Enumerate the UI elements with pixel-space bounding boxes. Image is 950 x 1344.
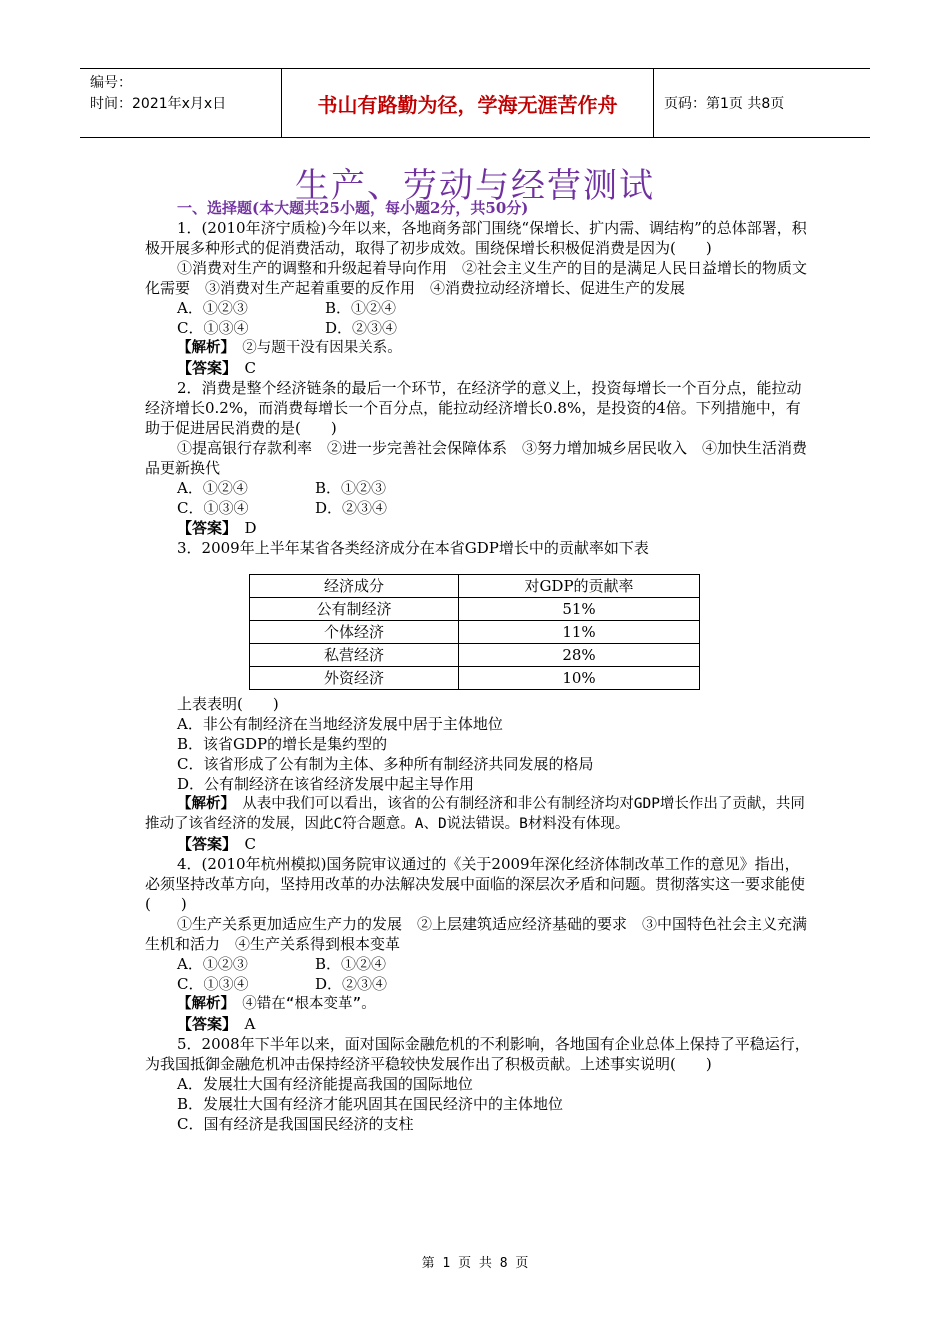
answer-text: C (244, 359, 257, 377)
table-cell: 公有制经济 (250, 598, 459, 621)
answer-label: 【答案】 (177, 519, 230, 537)
q3-after-table: 上表表明( ) (177, 695, 279, 713)
header-page-label: 页码：第1页 共8页 (664, 96, 785, 112)
q1-option-d: D．②③④ (325, 319, 398, 337)
table-header-row (250, 575, 700, 598)
q4-options-row2 (145, 974, 810, 994)
q4-options-row1 (145, 954, 810, 974)
q5-option-c: C．国有经济是我国国民经济的支柱 (177, 1115, 414, 1133)
analysis-label: 【解析】 (177, 796, 228, 812)
table-row (250, 598, 700, 621)
page-header (80, 68, 870, 138)
q1-options-row2 (145, 318, 810, 338)
q5-option-a: A．发展壮大国有经济能提高我国的国际地位 (177, 1075, 473, 1093)
analysis-text: ②与题干没有因果关系。 (242, 340, 402, 356)
answer-label: 【答案】 (177, 835, 230, 853)
table-cell: 私营经济 (250, 644, 459, 667)
q2-options-row1 (145, 478, 810, 498)
gdp-contribution-table (249, 574, 700, 690)
table-cell: 10% (459, 667, 700, 690)
q4-answer (145, 1014, 810, 1034)
q2-options-row2 (145, 498, 810, 518)
answer-label: 【答案】 (177, 359, 230, 377)
table-row (250, 621, 700, 644)
q3-option-a: A．非公有制经济在当地经济发展中居于主体地位 (177, 715, 503, 733)
q3-analysis (145, 794, 810, 834)
q5-option-b: B．发展壮大国有经济才能巩固其在国民经济中的主体地位 (177, 1095, 564, 1113)
q4-option-c: C．①③④ (177, 975, 249, 993)
q2-option-b: B．①②③ (315, 479, 387, 497)
section-heading: 一、选择题(本大题共25小题，每小题2分，共50分) (177, 199, 529, 217)
answer-text: C (244, 835, 257, 853)
q3-answer (145, 834, 810, 854)
q1-items: ①消费对生产的调整和升级起着导向作用 ②社会主义生产的目的是满足人民日益增长的物质文化需要 ③消费对生产起着重要的反作用 ④消费拉动经济增长、促进生产的发展 (145, 259, 808, 297)
q5-stem: 5．2008年下半年以来，面对国际金融危机的不利影响，各地国有企业总体上保持了平稳运行，为我国抵御金融危机冲击保持经济平稳较快发展作出了积极贡献。上述事实说明( ) (145, 1035, 810, 1073)
q3-stem: 3．2009年上半年某省各类经济成分在本省GDP增长中的贡献率如下表 (177, 539, 649, 557)
q2-stem: 2．消费是整个经济链条的最后一个环节，在经济学的意义上，投资每增长一个百分点，能拉动经济增长0.2%，而消费每增长一个百分点，能拉动经济增长0.8%，是投资的4倍。下列措施中，有助于促进居民消费的是( ) (145, 379, 802, 437)
table-header-cell: 经济成分 (250, 575, 459, 598)
header-motto: 书山有路勤为径，学海无涯苦作舟 (282, 69, 654, 137)
table-cell: 51% (459, 598, 700, 621)
table-cell: 28% (459, 644, 700, 667)
q3-option-c: C．该省形成了公有制为主体、多种所有制经济共同发展的格局 (177, 755, 594, 773)
table-cell: 个体经济 (250, 621, 459, 644)
table-row (250, 644, 700, 667)
q1-stem: 1．(2010年济宁质检)今年以来，各地商务部门围绕“保增长、扩内需、调结构”的总体部署，积极开展多种形式的促消费活动，取得了初步成效。围绕保增长积极促消费是因为( ) (145, 219, 807, 257)
q1-option-c: C．①③④ (177, 319, 249, 337)
answer-text: D (244, 519, 257, 537)
q4-analysis (145, 994, 810, 1014)
document-title: 生产、劳动与经营测试 (295, 166, 655, 206)
answer-label: 【答案】 (177, 1015, 230, 1033)
date-label: 时间：2021年x月x日 (90, 96, 227, 112)
q1-option-a: A．①②③ (177, 299, 248, 317)
q1-answer (145, 358, 810, 378)
q2-items: ①提高银行存款利率 ②进一步完善社会保障体系 ③努力增加城乡居民收入 ④加快生活消费品更新换代 (145, 439, 808, 477)
q3-option-d: D．公有制经济在该省经济发展中起主导作用 (177, 775, 475, 793)
q4-items: ①生产关系更加适应生产力的发展 ②上层建筑适应经济基础的要求 ③中国特色社会主义充满生机和活力 ④生产关系得到根本变革 (145, 915, 808, 953)
q4-option-a: A．①②③ (177, 955, 248, 973)
q1-option-b: B．①②④ (325, 299, 397, 317)
table-cell: 11% (459, 621, 700, 644)
table-cell: 外资经济 (250, 667, 459, 690)
q2-option-c: C．①③④ (177, 499, 249, 517)
q4-option-b: B．①②④ (315, 955, 387, 973)
q3-option-b: B．该省GDP的增长是集约型的 (177, 735, 388, 753)
table-header-cell: 对GDP的贡献率 (459, 575, 700, 598)
analysis-text: ④错在“根本变革”。 (242, 996, 376, 1012)
q2-option-d: D．②③④ (315, 499, 388, 517)
analysis-label: 【解析】 (177, 996, 228, 1012)
analysis-text: 从表中我们可以看出，该省的公有制经济和非公有制经济均对GDP增长作出了贡献，共同推动了该省经济的发展，因此C符合题意。A、D说法错误。B材料没有体现。 (145, 796, 805, 832)
table-row (250, 667, 700, 690)
q4-stem: 4．(2010年杭州模拟)国务院审议通过的《关于2009年深化经济体制改革工作的意见》指出，必须坚持改革方向，坚持用改革的办法解决发展中面临的深层次矛盾和问题。贯彻落实这一要求能使( ) (145, 855, 806, 913)
q1-analysis (145, 338, 810, 358)
q2-option-a: A．①②④ (177, 479, 248, 497)
q2-answer (145, 518, 810, 538)
number-label: 编号： (90, 75, 132, 91)
header-meta (80, 69, 282, 137)
answer-text: A (244, 1015, 256, 1033)
document-body (145, 198, 810, 1134)
q4-option-d: D．②③④ (315, 975, 388, 993)
analysis-label: 【解析】 (177, 340, 228, 356)
page-footer: 第 1 页 共 8 页 (421, 1256, 529, 1271)
q1-options-row1 (145, 298, 810, 318)
